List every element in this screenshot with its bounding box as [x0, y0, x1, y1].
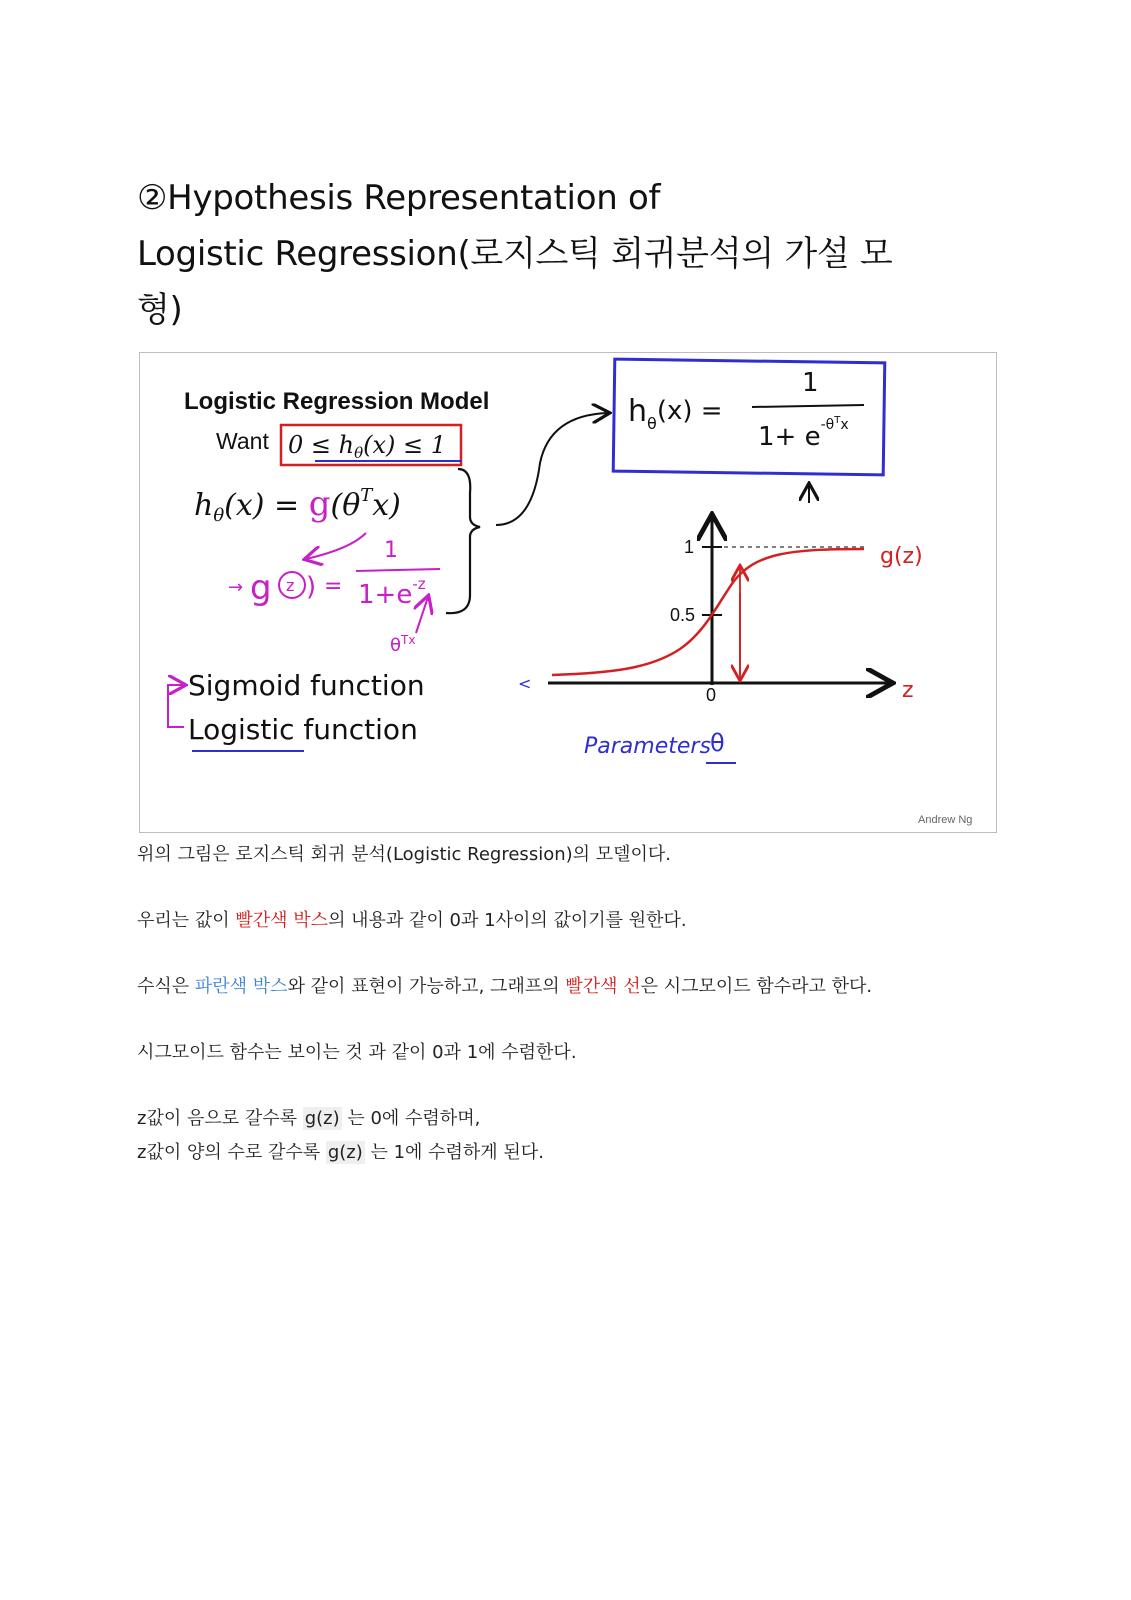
params-theta: θ: [710, 729, 725, 757]
highlight-red-box: 빨간색 박스: [235, 910, 329, 931]
paragraph-3: 수식은 파란색 박스와 같이 표현이 가능하고, 그래프의 빨간색 선은 시그모이드 함수라고 한다.: [137, 976, 873, 997]
sigmoid-paren: ): [306, 572, 317, 602]
sigmoid-arrow-mark: →: [228, 577, 244, 598]
sigmoid-denominator: $1+e^{-z}$: [358, 575, 426, 610]
highlight-blue-box: 파란색 박스: [194, 976, 288, 997]
paragraph-1: 위의 그림은 로지스틱 회귀 분석(Logistic Regression)의 모델이다.: [137, 844, 672, 865]
box-numerator: 1: [802, 368, 819, 398]
bracket-arrow: [168, 685, 184, 727]
g-pointer-arrow: [306, 533, 366, 559]
sigmoid-fraction-bar: [356, 569, 440, 571]
x-tick-label-0: 0: [706, 685, 717, 705]
paragraph-6: z값이 양의 수로 갈수록 g(z) 는 1에 수렴하게 된다.: [137, 1142, 544, 1163]
want-expression: $0 \le h_\theta(x) \le 1$: [288, 431, 447, 462]
paragraph-2: 우리는 값이 빨간색 박스의 내용과 같이 0과 1사이의 값이기를 원한다.: [137, 910, 687, 931]
section-heading: [137, 170, 1007, 338]
y-tick-label-1: 1: [684, 537, 695, 557]
sigmoid-z: z: [286, 576, 295, 595]
want-label: Want: [216, 428, 269, 454]
slide-title: Logistic Regression Model: [184, 388, 490, 415]
highlight-red-line: 빨간색 선: [565, 976, 641, 997]
theta-tx-annotation: $\theta^{Tx}$: [390, 633, 416, 656]
axis-label-z: z: [902, 678, 914, 703]
box-denominator: $1+ e^{-\theta T}_x$: [758, 415, 849, 452]
curly-brace: [446, 469, 480, 613]
box-hypothesis-lhs: $h_\theta(x)$ =: [628, 394, 723, 433]
theta-tx-arrow: [416, 597, 428, 633]
heading-line-2: Logistic Regression(로지스틱 회귀분석의 가설 모: [137, 234, 893, 274]
sigmoid-numerator: 1: [384, 538, 398, 563]
curve-label-gz: g(z): [880, 544, 923, 569]
sigmoid-g: g: [250, 568, 272, 608]
inline-code-gz-2: g(z): [327, 1142, 363, 1163]
inline-code-gz: g(z): [304, 1108, 340, 1129]
y-tick-label-05: 0.5: [670, 605, 696, 625]
paragraph-5: z값이 음으로 갈수록 g(z) 는 0에 수렴하며,: [137, 1108, 481, 1129]
hypothesis-formula: $h_\theta(x) = g(\theta^Tx)$: [194, 484, 401, 526]
label-logistic-function: Logistic function: [188, 713, 418, 746]
heading-line-1: ②Hypothesis Representation of: [137, 178, 661, 218]
paragraph-4: 시그모이드 함수는 보이는 것 과 같이 0과 1에 수렴한다.: [137, 1042, 577, 1063]
heading-line-3: 형): [137, 290, 183, 330]
slide-credit: Andrew Ng: [918, 814, 973, 826]
lecture-slide-image: [139, 352, 997, 833]
box-fraction-bar: [752, 405, 864, 407]
x-axis-left-mark: <: [518, 674, 532, 693]
sigmoid-curve: [552, 549, 864, 675]
brace-to-box-arrow: [496, 413, 608, 525]
params-label: Parameters: [584, 734, 711, 759]
sigmoid-equals: =: [324, 574, 343, 599]
label-sigmoid-function: Sigmoid function: [188, 669, 425, 702]
